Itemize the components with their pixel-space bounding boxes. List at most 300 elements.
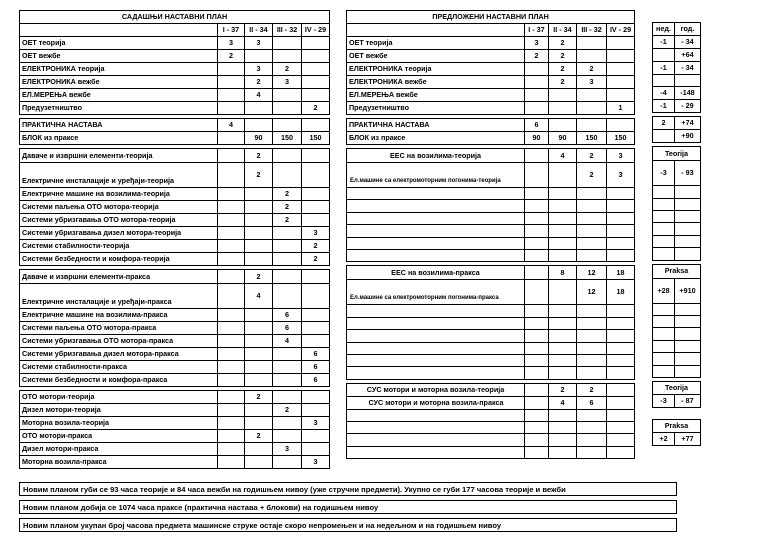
empty-row: [347, 317, 635, 329]
table-cell: [653, 235, 675, 247]
label-row: [653, 420, 701, 433]
subject-row: [347, 63, 635, 76]
table-cell: [549, 249, 577, 261]
table-cell: [347, 200, 525, 212]
hours-cell: [218, 309, 245, 322]
subject-name: Ел.машине са електромоторним погонима-теорија: [347, 163, 525, 188]
hours-cell: 4: [549, 149, 577, 163]
subject-row: [20, 149, 330, 163]
subject-name: Даваче и извршни елементи-пракса: [20, 270, 218, 284]
hours-cell: 4: [245, 89, 273, 102]
empty-row: [347, 446, 635, 458]
diff-value: - 87: [675, 394, 701, 407]
subject-name: Системи стабилности-теорија: [20, 240, 218, 253]
table-cell: [653, 316, 675, 328]
table-cell: [347, 249, 525, 261]
table-cell: [607, 225, 635, 237]
hours-cell: [302, 119, 330, 132]
hours-cell: [577, 50, 607, 63]
table-cell: [653, 198, 675, 210]
hours-cell: 12: [577, 266, 607, 280]
table-cell: [525, 188, 549, 200]
empty-row: [347, 330, 635, 342]
hours-cell: [245, 227, 273, 240]
hours-cell: [245, 214, 273, 227]
hours-cell: [218, 270, 245, 284]
hours-cell: 2: [577, 149, 607, 163]
hours-cell: [302, 391, 330, 404]
subject-row: [347, 119, 635, 132]
diff-row: [653, 35, 701, 48]
subject-row: [347, 76, 635, 89]
empty-row: [653, 328, 701, 340]
table-cell: [675, 223, 701, 235]
table-cell: [549, 434, 577, 446]
subject-row: [20, 348, 330, 361]
hours-cell: 3: [607, 149, 635, 163]
label-row: [653, 381, 701, 394]
hours-cell: [273, 149, 302, 163]
diff-row: [653, 48, 701, 61]
hours-cell: [607, 63, 635, 76]
table-cell: [347, 212, 525, 224]
diff-row: [653, 74, 701, 86]
hours-cell: 6: [525, 119, 549, 132]
empty-row: [653, 365, 701, 377]
hours-cell: [549, 119, 577, 132]
hours-cell: [245, 240, 273, 253]
subject-name: ОТО мотори-теорија: [20, 391, 218, 404]
table-cell: [675, 328, 701, 340]
table-cell: [675, 211, 701, 223]
hours-cell: [245, 322, 273, 335]
subject-row: [347, 163, 635, 188]
label-row: [653, 264, 701, 278]
table-cell: [607, 434, 635, 446]
hours-cell: 3: [302, 227, 330, 240]
hours-cell: [273, 37, 302, 50]
hours-cell: [273, 284, 302, 309]
hours-cell: [245, 119, 273, 132]
table-cell: [577, 249, 607, 261]
subject-row: [20, 374, 330, 387]
hours-cell: 150: [273, 132, 302, 145]
hours-cell: 90: [549, 132, 577, 145]
table-cell: [525, 446, 549, 458]
table-cell: [347, 354, 525, 366]
empty-row: [653, 235, 701, 247]
hours-cell: [273, 89, 302, 102]
table-cell: [577, 237, 607, 249]
table-cell: [20, 24, 218, 37]
subject-row: [347, 396, 635, 409]
hours-cell: [218, 89, 245, 102]
hours-cell: [607, 37, 635, 50]
table-cell: [607, 354, 635, 366]
subject-name: Системи убризгавања дизел мотора-пракса: [20, 348, 218, 361]
hours-cell: [273, 456, 302, 469]
grade-header: II - 34: [245, 24, 273, 37]
table-cell: [525, 305, 549, 317]
subject-row: [20, 456, 330, 469]
hours-cell: [245, 456, 273, 469]
table-cell: [525, 249, 549, 261]
subject-name: ПРАКТИЧНА НАСТАВА: [20, 119, 218, 132]
subject-row: [347, 37, 635, 50]
hours-cell: 2: [245, 76, 273, 89]
diff-value: +74: [675, 117, 701, 130]
table-cell: [549, 409, 577, 421]
subject-row: [20, 240, 330, 253]
table-cell: [525, 237, 549, 249]
table-cell: [675, 186, 701, 198]
hours-cell: 3: [273, 76, 302, 89]
table-cell: [675, 340, 701, 352]
hours-cell: [549, 102, 577, 115]
table-cell: [607, 446, 635, 458]
hours-cell: [245, 309, 273, 322]
hours-cell: 2: [218, 50, 245, 63]
hours-cell: 2: [273, 63, 302, 76]
hours-cell: [218, 348, 245, 361]
hours-cell: [218, 201, 245, 214]
empty-row: [653, 340, 701, 352]
hours-cell: [302, 443, 330, 456]
hours-cell: [302, 37, 330, 50]
subject-name: Системи убризгавања ОТО мотора-теорија: [20, 214, 218, 227]
table-cell: [525, 354, 549, 366]
hours-cell: [218, 322, 245, 335]
subject-name: Системи убризгавања ОТО мотора-пракса: [20, 335, 218, 348]
hours-cell: [245, 102, 273, 115]
table-cell: [525, 225, 549, 237]
hours-cell: [273, 348, 302, 361]
diff-value: +64: [675, 48, 701, 61]
table-cell: [607, 409, 635, 421]
empty-row: [347, 200, 635, 212]
table-cell: [607, 188, 635, 200]
diff-row: [653, 130, 701, 143]
subject-row: [20, 309, 330, 322]
subject-name: БЛОК из праксе: [20, 132, 218, 145]
empty-row: [347, 237, 635, 249]
diff-row: [653, 394, 701, 407]
hours-cell: [549, 89, 577, 102]
subject-name: Системи стабилности-пракса: [20, 361, 218, 374]
right-plan-title: ПРЕДЛОЖЕНИ НАСТАВНИ ПЛАН: [347, 11, 635, 24]
hours-cell: [218, 404, 245, 417]
hours-cell: 2: [549, 76, 577, 89]
hours-cell: [549, 163, 577, 188]
empty-row: [653, 223, 701, 235]
hours-cell: 2: [577, 63, 607, 76]
hours-cell: 2: [302, 240, 330, 253]
hours-cell: [273, 102, 302, 115]
table-cell: [607, 249, 635, 261]
empty-row: [347, 305, 635, 317]
table-cell: [549, 330, 577, 342]
table-cell: [347, 422, 525, 434]
subject-row: [347, 102, 635, 115]
hours-cell: [302, 284, 330, 309]
subject-row: [20, 417, 330, 430]
left-plan-title: САДАШЊИ НАСТАВНИ ПЛАН: [20, 11, 330, 24]
table-cell: [675, 235, 701, 247]
hours-cell: 3: [302, 456, 330, 469]
hours-cell: [218, 374, 245, 387]
table-cell: [549, 354, 577, 366]
subject-row: [347, 89, 635, 102]
table-cell: [525, 434, 549, 446]
table-cell: [347, 367, 525, 379]
table-cell: [577, 354, 607, 366]
hours-cell: 8: [549, 266, 577, 280]
diff-value: +910: [675, 278, 701, 303]
table-cell: [347, 237, 525, 249]
table-cell: [653, 340, 675, 352]
grade-header: I - 37: [525, 24, 549, 37]
table-cell: [525, 200, 549, 212]
table-cell: [653, 328, 675, 340]
subject-row: [20, 102, 330, 115]
subject-name: СУС мотори и моторна возила-теорија: [347, 383, 525, 396]
hours-cell: [525, 396, 549, 409]
hours-cell: [525, 76, 549, 89]
spacer-row: [653, 407, 701, 419]
subject-row: [347, 132, 635, 145]
hours-cell: [549, 280, 577, 305]
note-total-unchanged: Новим планом укупан број часова предмета машинске струке остаје скоро непромењен и на недељном и на годишњем нивоу: [19, 518, 677, 532]
table-cell: [525, 317, 549, 329]
hours-cell: [245, 348, 273, 361]
hours-cell: [302, 270, 330, 284]
hours-cell: [302, 63, 330, 76]
subject-name: Системи убризгавања дизел мотора-теорија: [20, 227, 218, 240]
table-cell: [347, 188, 525, 200]
hours-cell: [218, 284, 245, 309]
subject-name: Моторна возила-теорија: [20, 417, 218, 430]
subject-row: [20, 404, 330, 417]
table-cell: [607, 237, 635, 249]
hours-cell: [607, 50, 635, 63]
table-cell: [607, 305, 635, 317]
hours-cell: [302, 309, 330, 322]
table-cell: [549, 446, 577, 458]
hours-cell: [218, 163, 245, 188]
subject-name: БЛОК из праксе: [347, 132, 525, 145]
table-cell: [577, 422, 607, 434]
hours-cell: [218, 76, 245, 89]
table-cell: [675, 365, 701, 377]
subject-row: [20, 391, 330, 404]
hours-cell: [245, 188, 273, 201]
hours-cell: [218, 391, 245, 404]
title-row: [347, 11, 635, 24]
hours-cell: 3: [245, 37, 273, 50]
subject-row: [20, 201, 330, 214]
subject-name: ОЕТ вежбе: [20, 50, 218, 63]
table-cell: [347, 409, 525, 421]
hours-cell: [302, 214, 330, 227]
label-row: [653, 147, 701, 161]
diff-row: [653, 87, 701, 100]
hours-cell: [302, 322, 330, 335]
subject-name: Дизел мотори-пракса: [20, 443, 218, 456]
table-cell: [607, 330, 635, 342]
subject-row: [20, 214, 330, 227]
hours-cell: [218, 253, 245, 266]
current-plan-table: [19, 10, 330, 469]
subject-row: [20, 37, 330, 50]
diff-value: - 29: [675, 100, 701, 113]
hours-cell: 90: [245, 132, 273, 145]
hours-cell: [302, 149, 330, 163]
hours-cell: 2: [525, 50, 549, 63]
hours-cell: 1: [607, 102, 635, 115]
hours-cell: [218, 335, 245, 348]
grade-header: I - 37: [218, 24, 245, 37]
hours-cell: [245, 443, 273, 456]
table-cell: [549, 212, 577, 224]
table-cell: [675, 198, 701, 210]
hours-cell: [302, 163, 330, 188]
table-cell: [607, 200, 635, 212]
hours-cell: [525, 63, 549, 76]
hours-cell: [273, 361, 302, 374]
hours-cell: [525, 280, 549, 305]
hours-cell: [577, 119, 607, 132]
subject-row: [20, 322, 330, 335]
diff-row: [653, 278, 701, 303]
hours-cell: [273, 270, 302, 284]
table-cell: [549, 422, 577, 434]
hours-cell: [218, 149, 245, 163]
hours-cell: 3: [273, 443, 302, 456]
diff-row: [653, 61, 701, 74]
hours-cell: 90: [525, 132, 549, 145]
subject-name: ПРАКТИЧНА НАСТАВА: [347, 119, 525, 132]
table-cell: [549, 342, 577, 354]
hours-cell: [607, 89, 635, 102]
subject-name: ЕЛЕКТРОНИКА вежбе: [347, 76, 525, 89]
hours-cell: [273, 240, 302, 253]
subject-row: [347, 50, 635, 63]
diff-value: 2: [653, 117, 675, 130]
hours-cell: [607, 383, 635, 396]
table-cell: [347, 24, 525, 37]
subject-name: Даваче и извршни елементи-теорија: [20, 149, 218, 163]
empty-row: [653, 353, 701, 365]
empty-row: [653, 316, 701, 328]
hours-cell: [525, 102, 549, 115]
subject-name: Ел.машине са електромоторним погонима-пракса: [347, 280, 525, 305]
hours-cell: [273, 50, 302, 63]
table-cell: [577, 434, 607, 446]
hours-cell: [245, 335, 273, 348]
hours-cell: [302, 50, 330, 63]
subject-name: ОЕТ вежбе: [347, 50, 525, 63]
table-cell: [577, 188, 607, 200]
subject-row: [20, 335, 330, 348]
table-cell: [347, 434, 525, 446]
subject-row: [20, 50, 330, 63]
diff-value: -1: [653, 100, 675, 113]
diff-value: - 34: [675, 35, 701, 48]
subject-row: [20, 253, 330, 266]
subject-row: [20, 89, 330, 102]
hours-cell: [273, 119, 302, 132]
hours-cell: [245, 417, 273, 430]
subject-row: [20, 227, 330, 240]
hours-cell: 3: [302, 417, 330, 430]
table-cell: [653, 223, 675, 235]
empty-row: [347, 422, 635, 434]
diff-value: -3: [653, 394, 675, 407]
diff-row: [653, 433, 701, 446]
title-row: [653, 10, 701, 22]
subject-row: [20, 430, 330, 443]
grade-header: IV - 29: [302, 24, 330, 37]
table-cell: [577, 200, 607, 212]
hours-cell: [218, 240, 245, 253]
subject-name: Електричне машине на возилима-пракса: [20, 309, 218, 322]
hours-cell: [245, 361, 273, 374]
subject-name: ЕЛЕКТРОНИКА теорија: [347, 63, 525, 76]
hours-cell: 3: [607, 163, 635, 188]
table-cell: [675, 248, 701, 260]
hours-cell: [218, 443, 245, 456]
empty-row: [347, 434, 635, 446]
table-cell: [549, 237, 577, 249]
table-cell: [577, 212, 607, 224]
subject-name: ОТО мотори-пракса: [20, 430, 218, 443]
diff-value: -4: [653, 87, 675, 100]
hours-cell: [525, 266, 549, 280]
subject-row: [20, 76, 330, 89]
hours-cell: 2: [549, 383, 577, 396]
table-cell: [525, 367, 549, 379]
table-cell: [653, 248, 675, 260]
hours-cell: 6: [577, 396, 607, 409]
table-cell: [607, 317, 635, 329]
table-cell: [525, 212, 549, 224]
table-cell: [347, 305, 525, 317]
diff-value: +77: [675, 433, 701, 446]
hours-cell: 3: [218, 37, 245, 50]
hours-cell: [607, 396, 635, 409]
subject-row: [20, 188, 330, 201]
table-cell: [607, 342, 635, 354]
hours-cell: [577, 37, 607, 50]
hours-cell: [525, 383, 549, 396]
table-cell: [577, 446, 607, 458]
hours-cell: 2: [245, 391, 273, 404]
empty-row: [347, 354, 635, 366]
table-cell: [525, 330, 549, 342]
diff-value: [653, 48, 675, 61]
hours-cell: 4: [273, 335, 302, 348]
hours-cell: 150: [302, 132, 330, 145]
theory-label: Teorija: [653, 381, 701, 394]
subject-name: Предузетништво: [347, 102, 525, 115]
hours-cell: [218, 63, 245, 76]
proposed-plan-table: [346, 10, 635, 459]
hours-cell: [218, 188, 245, 201]
practice-label: Praksa: [653, 420, 701, 433]
diff-value: [653, 130, 675, 143]
hours-cell: 18: [607, 266, 635, 280]
diff-value: -1: [653, 61, 675, 74]
